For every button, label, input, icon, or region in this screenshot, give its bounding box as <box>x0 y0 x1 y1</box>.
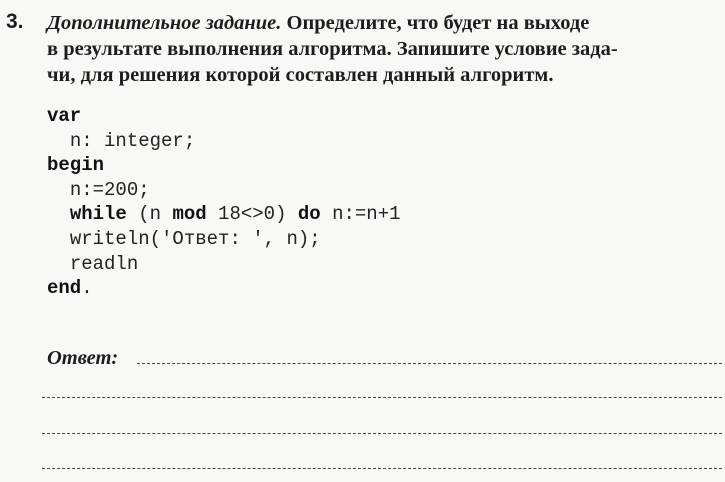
task-statement <box>47 10 719 88</box>
code-readln: readln <box>69 252 139 275</box>
code-condition-start: (n <box>126 203 173 226</box>
code-listing <box>47 104 401 301</box>
task-line-1-text: Определите, что будет на выходе <box>281 12 590 34</box>
code-declaration: n: integer; <box>69 129 196 152</box>
keyword-while: while <box>69 203 127 226</box>
keyword-begin: begin <box>47 154 105 177</box>
answer-line-2[interactable] <box>42 397 722 398</box>
keyword-end: end <box>47 277 82 300</box>
keyword-var: var <box>47 105 82 127</box>
answer-line-1[interactable] <box>137 363 722 364</box>
code-assignment: n:=200; <box>69 178 150 201</box>
code-increment: n:=n+1 <box>320 203 401 226</box>
task-line-3: чи, для решения которой составлен данный алгоритм. <box>47 64 554 86</box>
code-condition-end: 18<>0) <box>206 203 298 226</box>
code-end-dot: . <box>81 277 93 300</box>
answer-label: Ответ: <box>47 347 119 369</box>
answer-line-3[interactable] <box>42 433 722 434</box>
task-lead: Дополнительное задание. <box>47 12 282 34</box>
task-number: 3. <box>6 10 24 33</box>
answer-line-4[interactable] <box>42 468 722 469</box>
task-line-2: в результате выполнения алгоритма. Запишите условие зада- <box>47 38 618 60</box>
code-writeln: writeln('Ответ: ', n); <box>69 227 321 250</box>
keyword-do: do <box>297 203 321 226</box>
keyword-mod: mod <box>172 203 207 226</box>
task-line-1 <box>47 10 719 36</box>
